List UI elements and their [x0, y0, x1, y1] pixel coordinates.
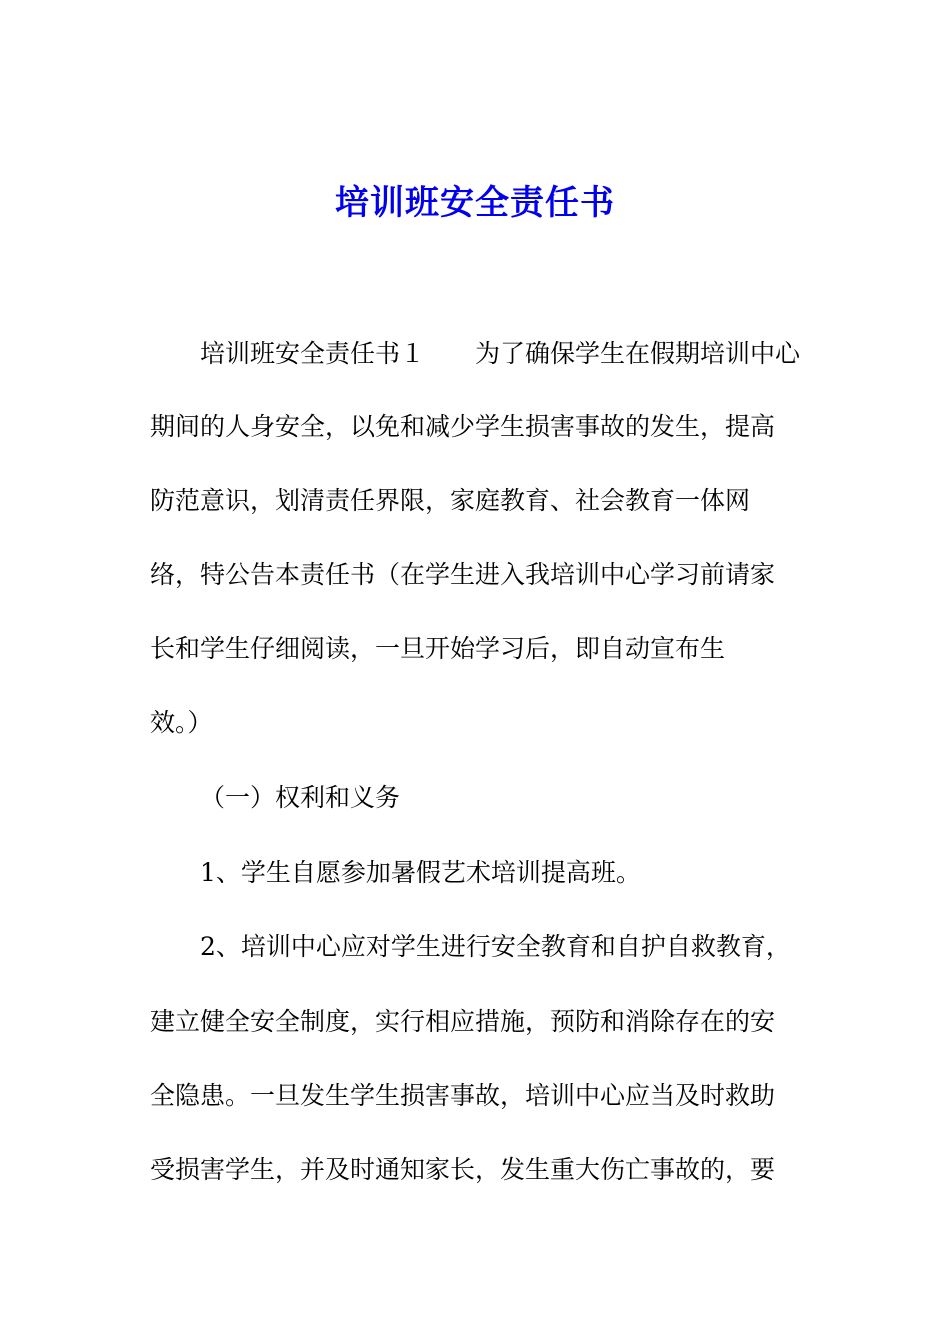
paragraph-line: 络，特公告本责任书（在学生进入我培训中心学习前请家 [150, 560, 776, 589]
list-item: 2、培训中心应对学生进行安全教育和自护自救教育， [200, 932, 791, 961]
document-title: 培训班安全责任书 [335, 183, 615, 223]
paragraph-line: 全隐患。一旦发生学生损害事故，培训中心应当及时救助 [150, 1081, 776, 1110]
paragraph-line: 防范意识，划清责任界限，家庭教育、社会教育一体网 [150, 486, 751, 515]
paragraph-line: 建立健全安全制度，实行相应措施，预防和消除存在的安 [150, 1007, 776, 1036]
paragraph-text: 为了确保学生在假期培训中心 [475, 339, 801, 368]
list-item: 1、学生自愿参加暑假艺术培训提高班。 [200, 858, 641, 887]
section-heading-inline: 培训班安全责任书１ [200, 339, 426, 368]
paragraph-line: 长和学生仔细阅读，一旦开始学习后，即自动宣布生 [150, 634, 726, 663]
section-heading: （一）权利和义务 [200, 783, 401, 812]
paragraph-line: 期间的人身安全，以免和减少学生损害事故的发生，提高 [150, 412, 776, 441]
paragraph-line: 效。） [150, 708, 213, 737]
paragraph-line: 受损害学生，并及时通知家长，发生重大伤亡事故的，要 [150, 1155, 776, 1184]
paragraph-line [200, 337, 800, 371]
